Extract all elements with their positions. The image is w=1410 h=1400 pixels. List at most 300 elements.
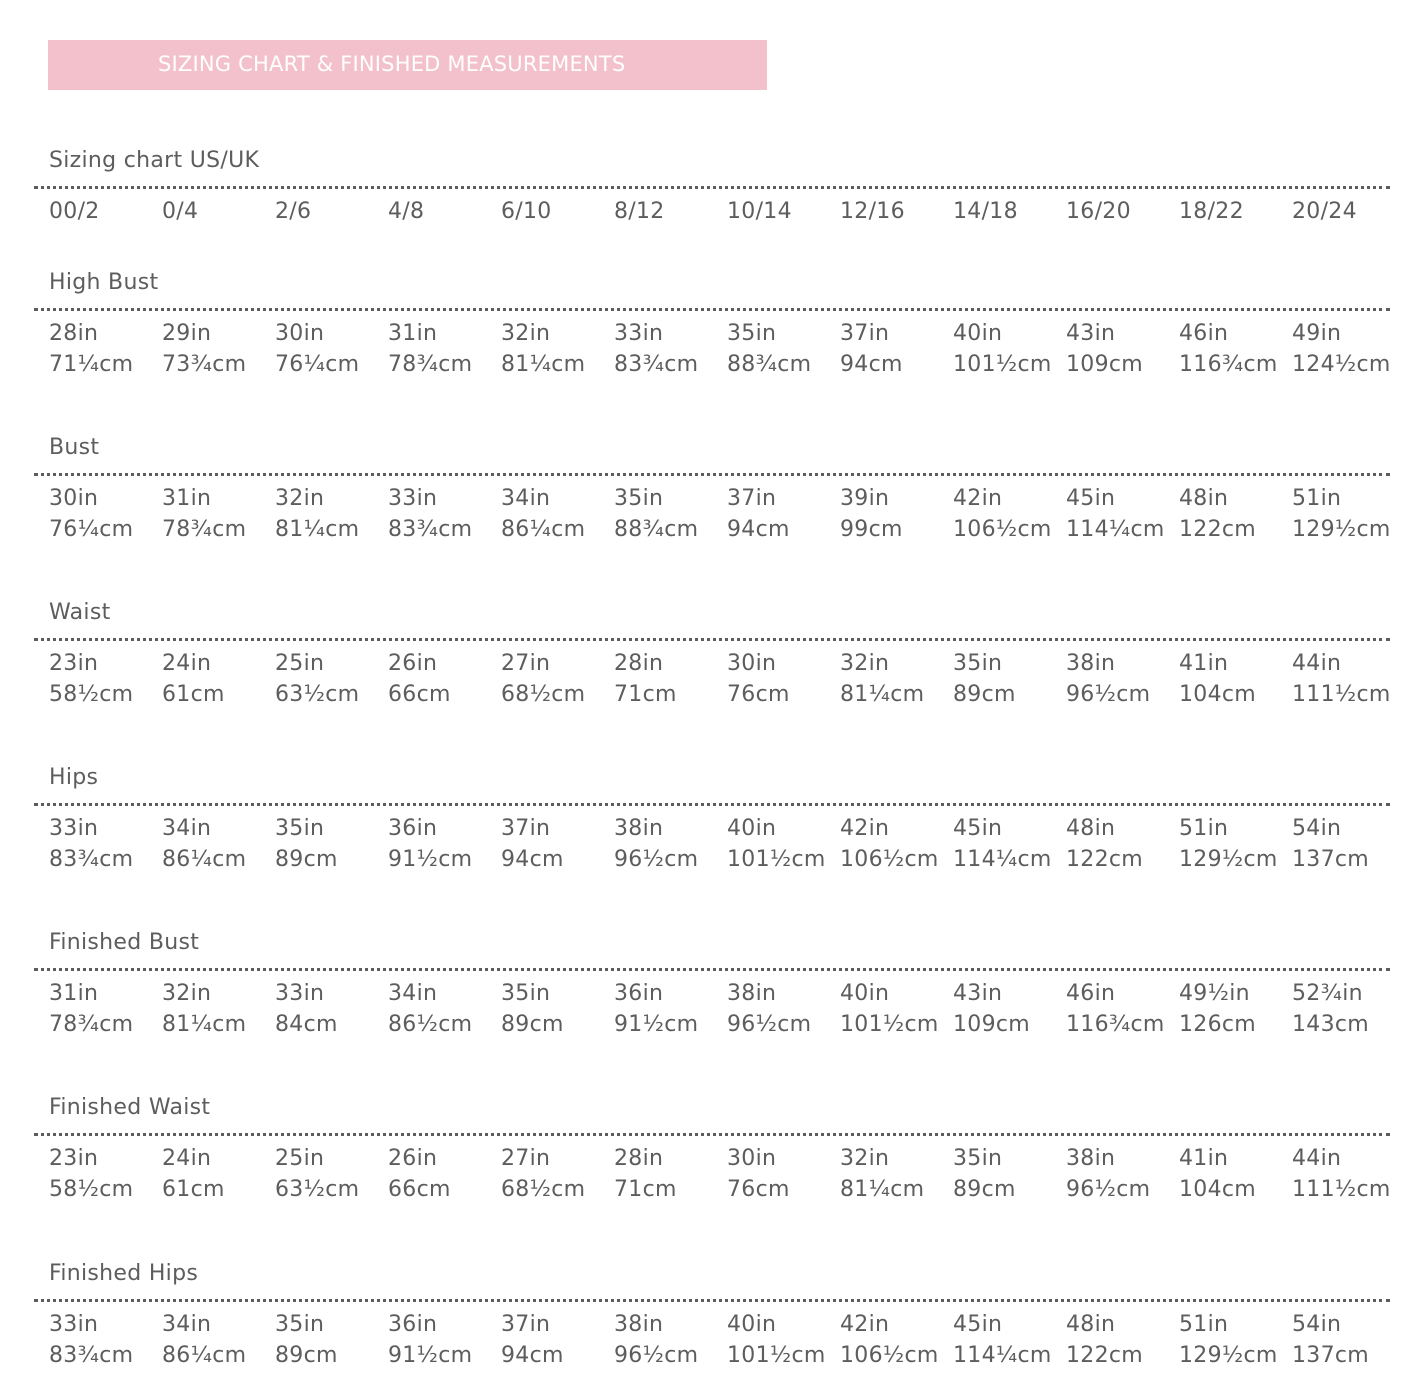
cell-primary-value: 24in	[162, 651, 212, 676]
cell-primary-value: 28in	[614, 651, 664, 676]
cell-secondary-value: 124½cm	[1292, 352, 1391, 377]
cell-secondary-value: 71cm	[614, 682, 677, 707]
cell-primary-value: 24in	[162, 1146, 212, 1171]
cell-secondary-value: 68½cm	[501, 682, 586, 707]
cell-primary-value: 34in	[162, 1312, 212, 1337]
table-cell	[1066, 1309, 1179, 1371]
cell-secondary-value: 86¼cm	[501, 517, 586, 542]
dotted-divider	[34, 1133, 1390, 1136]
cell-secondary-value: 81¼cm	[501, 352, 586, 377]
cell-secondary-value: 94cm	[727, 517, 790, 542]
table-cell	[953, 1309, 1066, 1371]
cell-primary-value: 37in	[840, 321, 890, 346]
table-cell	[1179, 196, 1292, 227]
table-row	[49, 813, 1409, 883]
dotted-divider	[34, 186, 1390, 189]
cell-primary-value: 2/6	[275, 199, 312, 224]
cell-secondary-value: 96½cm	[1066, 1177, 1151, 1202]
table-cell	[840, 813, 953, 875]
table-cell	[1179, 978, 1292, 1040]
dotted-divider	[34, 1299, 1390, 1302]
cell-primary-value: 10/14	[727, 199, 792, 224]
cell-primary-value: 45in	[953, 816, 1003, 841]
cell-primary-value: 20/24	[1292, 199, 1357, 224]
table-cell	[727, 318, 840, 380]
cell-primary-value: 52¾in	[1292, 981, 1363, 1006]
cell-primary-value: 34in	[388, 981, 438, 1006]
cell-primary-value: 40in	[727, 816, 777, 841]
cell-secondary-value: 89cm	[953, 1177, 1016, 1202]
table-cell	[953, 196, 1066, 227]
table-cell	[501, 648, 614, 710]
section-title: Waist	[49, 600, 111, 625]
cell-secondary-value: 114¼cm	[953, 847, 1052, 872]
table-cell	[953, 978, 1066, 1040]
dotted-divider	[34, 968, 1390, 971]
cell-primary-value: 33in	[275, 981, 325, 1006]
table-cell	[275, 978, 388, 1040]
cell-secondary-value: 106½cm	[840, 847, 939, 872]
cell-secondary-value: 106½cm	[953, 517, 1052, 542]
cell-secondary-value: 96½cm	[614, 847, 699, 872]
cell-primary-value: 32in	[840, 1146, 890, 1171]
table-cell	[953, 318, 1066, 380]
cell-secondary-value: 66cm	[388, 1177, 451, 1202]
table-cell	[275, 1309, 388, 1371]
cell-secondary-value: 83¾cm	[614, 352, 699, 377]
cell-primary-value: 41in	[1179, 651, 1229, 676]
cell-primary-value: 35in	[614, 486, 664, 511]
cell-secondary-value: 78¾cm	[49, 1012, 134, 1037]
cell-secondary-value: 76¼cm	[275, 352, 360, 377]
cell-secondary-value: 83¾cm	[49, 847, 134, 872]
table-cell	[275, 813, 388, 875]
cell-primary-value: 54in	[1292, 1312, 1342, 1337]
cell-secondary-value: 76cm	[727, 1177, 790, 1202]
cell-primary-value: 26in	[388, 651, 438, 676]
cell-primary-value: 30in	[49, 486, 99, 511]
dotted-divider	[34, 308, 1390, 311]
cell-primary-value: 33in	[614, 321, 664, 346]
cell-secondary-value: 122cm	[1066, 1343, 1144, 1368]
cell-secondary-value: 122cm	[1066, 847, 1144, 872]
cell-primary-value: 32in	[162, 981, 212, 1006]
table-cell	[388, 483, 501, 545]
table-cell	[727, 978, 840, 1040]
table-cell	[501, 1143, 614, 1205]
table-row	[49, 648, 1409, 718]
table-cell	[275, 648, 388, 710]
cell-primary-value: 41in	[1179, 1146, 1229, 1171]
cell-primary-value: 4/8	[388, 199, 425, 224]
table-cell	[840, 1143, 953, 1205]
table-cell	[275, 483, 388, 545]
cell-primary-value: 45in	[1066, 486, 1116, 511]
table-cell	[501, 483, 614, 545]
table-cell	[49, 318, 162, 380]
cell-primary-value: 35in	[501, 981, 551, 1006]
cell-primary-value: 27in	[501, 1146, 551, 1171]
cell-primary-value: 35in	[727, 321, 777, 346]
table-cell	[1066, 318, 1179, 380]
table-cell	[275, 196, 388, 227]
table-cell	[1292, 318, 1405, 380]
table-cell	[388, 1143, 501, 1205]
cell-primary-value: 49in	[1292, 321, 1342, 346]
cell-secondary-value: 143cm	[1292, 1012, 1370, 1037]
cell-primary-value: 40in	[840, 981, 890, 1006]
cell-primary-value: 42in	[953, 486, 1003, 511]
table-cell	[1292, 648, 1405, 710]
cell-primary-value: 29in	[162, 321, 212, 346]
table-cell	[1292, 978, 1405, 1040]
table-cell	[162, 978, 275, 1040]
table-cell	[1179, 648, 1292, 710]
table-cell	[1179, 483, 1292, 545]
section-title: Hips	[49, 765, 99, 790]
table-cell	[49, 1309, 162, 1371]
dotted-divider	[34, 638, 1390, 641]
cell-primary-value: 28in	[49, 321, 99, 346]
cell-secondary-value: 91½cm	[388, 847, 473, 872]
cell-primary-value: 32in	[275, 486, 325, 511]
table-cell	[1292, 196, 1405, 227]
cell-secondary-value: 76cm	[727, 682, 790, 707]
cell-primary-value: 37in	[501, 1312, 551, 1337]
table-cell	[1066, 1143, 1179, 1205]
cell-primary-value: 42in	[840, 816, 890, 841]
section-title: Finished Hips	[49, 1261, 199, 1286]
table-cell	[1179, 1309, 1292, 1371]
table-cell	[162, 483, 275, 545]
cell-secondary-value: 83¾cm	[49, 1343, 134, 1368]
dotted-divider	[34, 803, 1390, 806]
table-row	[49, 978, 1409, 1048]
cell-primary-value: 8/12	[614, 199, 665, 224]
table-cell	[1179, 1143, 1292, 1205]
cell-secondary-value: 122cm	[1179, 517, 1257, 542]
table-cell	[388, 318, 501, 380]
section-title: Bust	[49, 435, 100, 460]
section-title: Finished Bust	[49, 930, 200, 955]
cell-primary-value: 30in	[727, 651, 777, 676]
table-cell	[840, 648, 953, 710]
table-cell	[49, 813, 162, 875]
cell-secondary-value: 94cm	[501, 847, 564, 872]
cell-secondary-value: 81¼cm	[840, 682, 925, 707]
cell-secondary-value: 111½cm	[1292, 1177, 1391, 1202]
cell-primary-value: 43in	[1066, 321, 1116, 346]
cell-primary-value: 33in	[49, 1312, 99, 1337]
cell-primary-value: 49½in	[1179, 981, 1250, 1006]
table-row	[49, 318, 1409, 388]
cell-secondary-value: 109cm	[953, 1012, 1031, 1037]
table-cell	[388, 648, 501, 710]
title-banner	[48, 40, 767, 90]
cell-secondary-value: 76¼cm	[49, 517, 134, 542]
cell-primary-value: 45in	[953, 1312, 1003, 1337]
table-cell	[840, 196, 953, 227]
table-row	[49, 1143, 1409, 1213]
table-cell	[162, 1143, 275, 1205]
table-cell	[162, 648, 275, 710]
cell-secondary-value: 96½cm	[614, 1343, 699, 1368]
cell-primary-value: 25in	[275, 1146, 325, 1171]
table-cell	[1292, 483, 1405, 545]
cell-secondary-value: 73¾cm	[162, 352, 247, 377]
cell-primary-value: 40in	[727, 1312, 777, 1337]
cell-secondary-value: 129½cm	[1292, 517, 1391, 542]
table-cell	[614, 1143, 727, 1205]
cell-secondary-value: 111½cm	[1292, 682, 1391, 707]
cell-primary-value: 31in	[49, 981, 99, 1006]
cell-secondary-value: 114¼cm	[1066, 517, 1165, 542]
cell-secondary-value: 86¼cm	[162, 1343, 247, 1368]
table-cell	[388, 196, 501, 227]
table-cell	[727, 1143, 840, 1205]
cell-primary-value: 38in	[727, 981, 777, 1006]
cell-secondary-value: 104cm	[1179, 682, 1257, 707]
cell-primary-value: 38in	[1066, 651, 1116, 676]
cell-primary-value: 48in	[1066, 1312, 1116, 1337]
cell-primary-value: 46in	[1179, 321, 1229, 346]
table-cell	[49, 648, 162, 710]
table-cell	[840, 978, 953, 1040]
cell-secondary-value: 71cm	[614, 1177, 677, 1202]
cell-secondary-value: 78¾cm	[388, 352, 473, 377]
cell-secondary-value: 68½cm	[501, 1177, 586, 1202]
table-cell	[727, 648, 840, 710]
table-cell	[840, 483, 953, 545]
cell-primary-value: 46in	[1066, 981, 1116, 1006]
table-cell	[727, 813, 840, 875]
cell-primary-value: 0/4	[162, 199, 199, 224]
table-cell	[162, 196, 275, 227]
cell-secondary-value: 101½cm	[727, 847, 826, 872]
cell-secondary-value: 63½cm	[275, 1177, 360, 1202]
table-cell	[614, 978, 727, 1040]
cell-primary-value: 26in	[388, 1146, 438, 1171]
cell-secondary-value: 88¾cm	[727, 352, 812, 377]
cell-secondary-value: 81¼cm	[162, 1012, 247, 1037]
cell-secondary-value: 63½cm	[275, 682, 360, 707]
cell-secondary-value: 89cm	[275, 847, 338, 872]
cell-secondary-value: 71¼cm	[49, 352, 134, 377]
cell-secondary-value: 116¾cm	[1066, 1012, 1165, 1037]
cell-secondary-value: 94cm	[840, 352, 903, 377]
table-cell	[1066, 813, 1179, 875]
cell-secondary-value: 89cm	[501, 1012, 564, 1037]
table-cell	[1292, 1143, 1405, 1205]
cell-primary-value: 51in	[1179, 1312, 1229, 1337]
cell-secondary-value: 94cm	[501, 1343, 564, 1368]
cell-primary-value: 00/2	[49, 199, 100, 224]
cell-secondary-value: 126cm	[1179, 1012, 1257, 1037]
table-cell	[49, 978, 162, 1040]
cell-secondary-value: 137cm	[1292, 847, 1370, 872]
cell-primary-value: 6/10	[501, 199, 552, 224]
table-row	[49, 1309, 1409, 1379]
cell-primary-value: 31in	[388, 321, 438, 346]
cell-primary-value: 30in	[727, 1146, 777, 1171]
cell-secondary-value: 114¼cm	[953, 1343, 1052, 1368]
table-row	[49, 196, 1409, 266]
cell-secondary-value: 86½cm	[388, 1012, 473, 1037]
table-cell	[1292, 1309, 1405, 1371]
table-cell	[501, 196, 614, 227]
cell-primary-value: 48in	[1179, 486, 1229, 511]
cell-secondary-value: 84cm	[275, 1012, 338, 1037]
dotted-divider	[34, 473, 1390, 476]
cell-secondary-value: 86¼cm	[162, 847, 247, 872]
table-cell	[1292, 813, 1405, 875]
cell-secondary-value: 137cm	[1292, 1343, 1370, 1368]
cell-secondary-value: 129½cm	[1179, 847, 1278, 872]
cell-secondary-value: 58½cm	[49, 682, 134, 707]
cell-secondary-value: 83¾cm	[388, 517, 473, 542]
cell-secondary-value: 61cm	[162, 1177, 225, 1202]
cell-primary-value: 44in	[1292, 651, 1342, 676]
cell-primary-value: 36in	[388, 816, 438, 841]
cell-primary-value: 32in	[840, 651, 890, 676]
table-cell	[1066, 196, 1179, 227]
cell-secondary-value: 116¾cm	[1179, 352, 1278, 377]
cell-primary-value: 42in	[840, 1312, 890, 1337]
cell-secondary-value: 106½cm	[840, 1343, 939, 1368]
cell-secondary-value: 66cm	[388, 682, 451, 707]
cell-primary-value: 35in	[953, 1146, 1003, 1171]
cell-primary-value: 33in	[49, 816, 99, 841]
table-cell	[49, 1143, 162, 1205]
table-cell	[614, 648, 727, 710]
table-cell	[953, 813, 1066, 875]
table-cell	[1066, 978, 1179, 1040]
table-cell	[388, 813, 501, 875]
table-cell	[162, 318, 275, 380]
cell-secondary-value: 129½cm	[1179, 1343, 1278, 1368]
table-cell	[1066, 483, 1179, 545]
cell-primary-value: 44in	[1292, 1146, 1342, 1171]
section-title: Finished Waist	[49, 1095, 211, 1120]
cell-primary-value: 38in	[614, 1312, 664, 1337]
cell-primary-value: 23in	[49, 651, 99, 676]
section-title: High Bust	[49, 270, 159, 295]
cell-secondary-value: 91½cm	[388, 1343, 473, 1368]
table-cell	[388, 1309, 501, 1371]
cell-secondary-value: 101½cm	[727, 1343, 826, 1368]
table-cell	[614, 196, 727, 227]
cell-primary-value: 37in	[727, 486, 777, 511]
cell-secondary-value: 58½cm	[49, 1177, 134, 1202]
cell-primary-value: 51in	[1179, 816, 1229, 841]
cell-primary-value: 38in	[614, 816, 664, 841]
cell-primary-value: 48in	[1066, 816, 1116, 841]
cell-primary-value: 39in	[840, 486, 890, 511]
table-cell	[388, 978, 501, 1040]
table-cell	[614, 1309, 727, 1371]
cell-secondary-value: 89cm	[275, 1343, 338, 1368]
cell-primary-value: 28in	[614, 1146, 664, 1171]
table-cell	[501, 318, 614, 380]
cell-primary-value: 51in	[1292, 486, 1342, 511]
cell-secondary-value: 96½cm	[727, 1012, 812, 1037]
cell-primary-value: 16/20	[1066, 199, 1131, 224]
cell-primary-value: 12/16	[840, 199, 905, 224]
cell-primary-value: 38in	[1066, 1146, 1116, 1171]
cell-primary-value: 14/18	[953, 199, 1018, 224]
table-cell	[953, 483, 1066, 545]
cell-secondary-value: 81¼cm	[840, 1177, 925, 1202]
cell-secondary-value: 88¾cm	[614, 517, 699, 542]
cell-primary-value: 32in	[501, 321, 551, 346]
cell-primary-value: 43in	[953, 981, 1003, 1006]
cell-primary-value: 35in	[275, 816, 325, 841]
table-cell	[953, 648, 1066, 710]
table-cell	[1066, 648, 1179, 710]
table-cell	[501, 978, 614, 1040]
cell-primary-value: 34in	[162, 816, 212, 841]
table-cell	[614, 483, 727, 545]
cell-primary-value: 40in	[953, 321, 1003, 346]
cell-primary-value: 35in	[953, 651, 1003, 676]
table-cell	[1179, 318, 1292, 380]
cell-primary-value: 25in	[275, 651, 325, 676]
section-title: Sizing chart US/UK	[49, 148, 260, 173]
cell-primary-value: 54in	[1292, 816, 1342, 841]
cell-secondary-value: 61cm	[162, 682, 225, 707]
table-cell	[614, 813, 727, 875]
table-cell	[953, 1143, 1066, 1205]
cell-primary-value: 31in	[162, 486, 212, 511]
cell-secondary-value: 99cm	[840, 517, 903, 542]
table-cell	[840, 1309, 953, 1371]
table-cell	[727, 1309, 840, 1371]
table-cell	[614, 318, 727, 380]
table-cell	[501, 1309, 614, 1371]
table-cell	[49, 196, 162, 227]
cell-primary-value: 30in	[275, 321, 325, 346]
cell-primary-value: 18/22	[1179, 199, 1244, 224]
table-cell	[275, 318, 388, 380]
table-cell	[49, 483, 162, 545]
cell-secondary-value: 89cm	[953, 682, 1016, 707]
table-cell	[501, 813, 614, 875]
cell-secondary-value: 78¾cm	[162, 517, 247, 542]
cell-primary-value: 37in	[501, 816, 551, 841]
table-cell	[162, 1309, 275, 1371]
table-cell	[727, 196, 840, 227]
cell-secondary-value: 101½cm	[840, 1012, 939, 1037]
cell-primary-value: 35in	[275, 1312, 325, 1337]
cell-primary-value: 34in	[501, 486, 551, 511]
cell-secondary-value: 96½cm	[1066, 682, 1151, 707]
table-cell	[162, 813, 275, 875]
cell-secondary-value: 109cm	[1066, 352, 1144, 377]
table-cell	[1179, 813, 1292, 875]
page-title: SIZING CHART & FINISHED MEASUREMENTS	[158, 52, 626, 76]
cell-secondary-value: 81¼cm	[275, 517, 360, 542]
table-cell	[840, 318, 953, 380]
cell-primary-value: 36in	[614, 981, 664, 1006]
table-cell	[275, 1143, 388, 1205]
cell-secondary-value: 101½cm	[953, 352, 1052, 377]
cell-primary-value: 36in	[388, 1312, 438, 1337]
table-cell	[727, 483, 840, 545]
cell-primary-value: 27in	[501, 651, 551, 676]
cell-secondary-value: 104cm	[1179, 1177, 1257, 1202]
table-row	[49, 483, 1409, 553]
cell-secondary-value: 91½cm	[614, 1012, 699, 1037]
